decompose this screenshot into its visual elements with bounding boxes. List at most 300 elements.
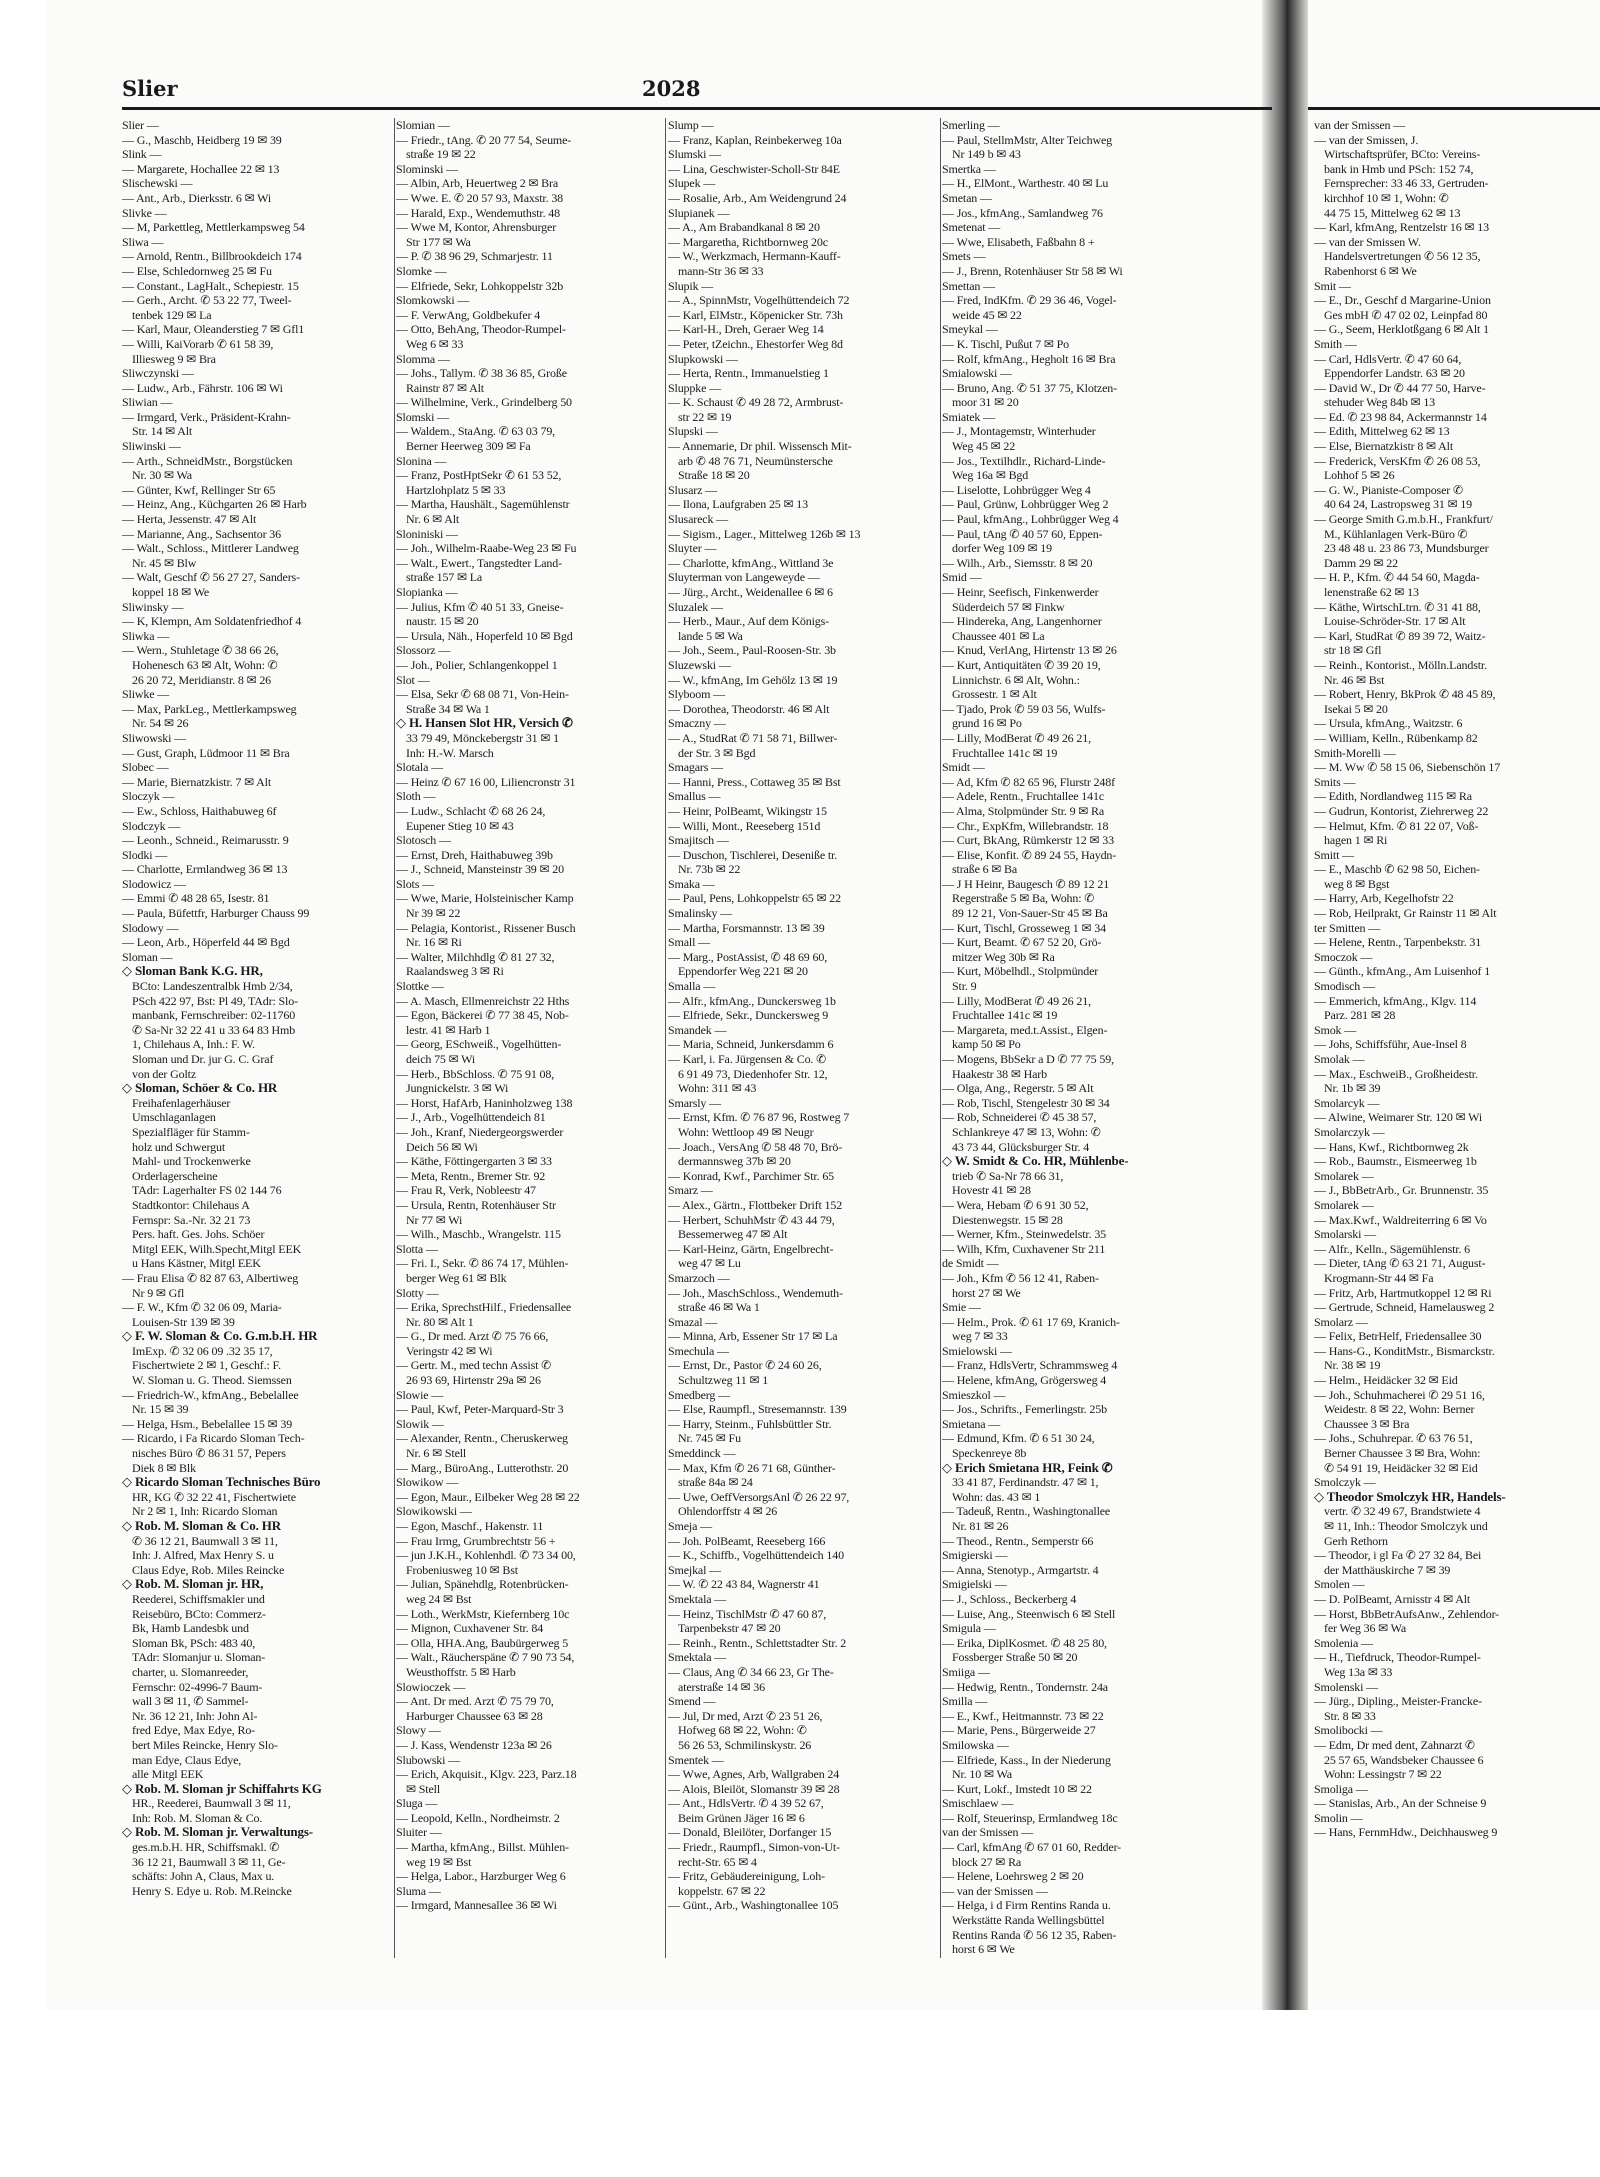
directory-entry-line: — Wwe, Marie, Holsteinischer Kamp [396, 891, 574, 906]
directory-entry-line: 36 12 21, Baumwall 3 ✉ 11, Ge- [132, 1854, 286, 1869]
directory-entry-line: — Gerh., Archt. ✆ 53 22 77, Tweel- [122, 293, 292, 308]
directory-entry-line: Sluppke — [668, 380, 721, 395]
directory-entry-line: Harburger Chaussee 63 ✉ 28 [406, 1708, 543, 1723]
directory-entry-line: ◇ Erich Smietana HR, Feink ✆ [942, 1460, 1113, 1475]
directory-entry-line: Str. 9 [952, 979, 977, 994]
directory-entry-line: — Alfr., Kelln., Sägemühlenstr. 6 [1314, 1241, 1471, 1256]
directory-entry-line: Jungnickelstr. 3 ✉ Wi [406, 1081, 509, 1096]
directory-entry-line: Handelsvertretungen ✆ 56 12 35, [1324, 249, 1481, 264]
directory-entry-line: — Käthe, WirtschLtrn. ✆ 31 41 88, [1314, 599, 1481, 614]
directory-entry-line: — Max., EschweiB., Großheidestr. [1314, 1066, 1478, 1081]
directory-entry-line: — Hans, Kwf., Richtbornweg 2k [1314, 1139, 1469, 1154]
directory-entry-line: — Ludw., Arb., Fährstr. 106 ✉ Wi [122, 380, 283, 395]
directory-entry-line: — Ant. Dr med. Arzt ✆ 75 79 70, [396, 1694, 554, 1709]
directory-entry-line: Sluma — [396, 1883, 441, 1898]
directory-entry-line: Smentek — [668, 1752, 724, 1767]
directory-entry-line: koppelstr. 67 ✉ 22 [678, 1883, 766, 1898]
directory-entry-line: — Julius, Kfm ✆ 40 51 33, Gneise- [396, 599, 564, 614]
directory-entry-line: Smodisch — [1314, 979, 1375, 994]
directory-entry-line: — Egon, Maschf., Hakenstr. 11 [396, 1519, 544, 1533]
directory-entry-line: — Charlotte, kfmAng., Wittland 3e [668, 555, 834, 570]
directory-entry-line: Wohn: Wettloop 49 ✉ Neugr [678, 1124, 814, 1139]
directory-entry-line: Sluyter — [668, 541, 717, 556]
directory-entry-line: Smettan — [942, 278, 995, 293]
directory-entry-line: Slier — [122, 118, 159, 132]
directory-entry-line: Slupski — [668, 424, 718, 439]
directory-entry-line: 56 26 53, Schmilinskystr. 26 [678, 1737, 812, 1752]
directory-entry-line: 26 20 72, Meridianstr. 8 ✉ 26 [132, 672, 272, 687]
directory-entry-line: — Ernst, Kfm. ✆ 76 87 96, Rostweg 7 [668, 1110, 850, 1125]
directory-entry-line: — Horst, BbBetrAufsAnw., Zehlendor- [1314, 1606, 1500, 1621]
directory-entry-line: — Wwe. E. ✆ 20 57 93, Maxstr. 38 [396, 190, 564, 205]
directory-entry-line: weg 47 ✉ Lu [678, 1256, 741, 1271]
directory-entry-line: — Walt., Räucherspäne ✆ 7 90 73 54, [396, 1650, 575, 1665]
directory-entry-line: Smigielski — [942, 1577, 1007, 1592]
directory-entry-line: Nr. 73b ✉ 22 [678, 862, 741, 877]
directory-entry-line: Slowikow — [396, 1475, 459, 1490]
directory-entry-line: — Karl-Heinz, Gärtn, Engelbrecht- [668, 1241, 834, 1256]
directory-entry-line: Raalandsweg 3 ✉ Ri [406, 964, 504, 979]
directory-entry-line: ✆ 54 91 19, Heidäcker 32 ✉ Eid [1324, 1460, 1478, 1475]
directory-entry-line: — Karl, ElMstr., Köpenicker Str. 73h [668, 307, 843, 322]
directory-entry-line: der Matthäuskirche 7 ✉ 39 [1324, 1562, 1451, 1577]
directory-entry-line: Fernschr: 02-4996-7 Baum- [132, 1679, 263, 1694]
directory-entry-line: dorfer Weg 109 ✉ 19 [952, 541, 1052, 556]
directory-entry-line: — J H Heinr, Baugesch ✆ 89 12 21 [942, 876, 1110, 891]
directory-entry-line: — Knud, VerlAng, Hirtenstr 13 ✉ 26 [942, 643, 1117, 658]
directory-entry-line: — Marianne, Ang., Sachsentor 36 [122, 526, 281, 541]
directory-entry-line: Small — [668, 935, 710, 950]
directory-entry-line: Tarpenbekstr 47 ✉ 20 [678, 1621, 781, 1636]
directory-entry-line: — Walt., Schloss., Mittlerer Landweg [122, 541, 299, 556]
directory-entry-line: Inh: Rob. M. Sloman & Co. [132, 1810, 263, 1825]
column-divider [665, 118, 666, 1958]
directory-entry-line: kamp 50 ✉ Po [952, 1037, 1021, 1052]
directory-entry-line: — Helene, Loehrsweg 2 ✉ 20 [942, 1869, 1084, 1884]
directory-entry-line: berger Weg 61 ✉ Blk [406, 1270, 507, 1285]
directory-entry-line: Slischewski — [122, 176, 193, 191]
directory-entry-line: Smolarz — [1314, 1314, 1368, 1329]
directory-entry-line: — Herbert, SchuhMstr ✆ 43 44 79, [668, 1212, 835, 1227]
directory-entry-line: — Paul, Kwf, Peter-Marquard-Str 3 [396, 1402, 564, 1417]
directory-entry-line: straße 19 ✉ 22 [406, 147, 476, 162]
directory-entry-line: Smits — [1314, 774, 1356, 789]
directory-entry-line: Nr. 36 12 21, Inh: John Al- [132, 1708, 258, 1723]
directory-entry-line: Sluzalek — [668, 599, 723, 614]
directory-entry-line: arb ✆ 48 76 71, Neumünstersche [678, 453, 833, 468]
directory-entry-line: ✆ 36 12 21, Baumwall 3 ✉ 11, [132, 1533, 278, 1548]
directory-entry-line: von der Goltz [132, 1066, 197, 1081]
directory-entry-line: Slowioczek — [396, 1679, 466, 1694]
directory-entry-line: Smarzoch — [668, 1270, 730, 1285]
directory-entry-line: mann-Str 36 ✉ 33 [678, 263, 764, 278]
directory-entry-line: — E., Kwf., Heitmannstr. 73 ✉ 22 [942, 1708, 1104, 1723]
directory-entry-line: Smolarcyk — [1314, 1095, 1380, 1110]
directory-entry-line: Fernsprecher: 33 46 33, Gertruden- [1324, 176, 1489, 191]
directory-entry-line: Sluga — [396, 1796, 438, 1811]
directory-entry-line: — Friedr., Raumpfl., Simon-von-Ut- [668, 1840, 840, 1855]
directory-entry-line: Smolenski — [1314, 1679, 1379, 1694]
directory-entry-line: — Tjado, Prok ✆ 59 03 56, Wulfs- [942, 701, 1106, 716]
directory-entry-line: — Johs, Schiffsführ, Aue-Insel 8 [1314, 1037, 1467, 1052]
directory-entry-line: — Walter, Milchhdlg ✆ 81 27 32, [396, 949, 555, 964]
directory-entry-line: — Marie, Pens., Bürgerweide 27 [942, 1723, 1096, 1738]
directory-entry-line: M., Kühlanlagen Verk-Büro ✆ [1324, 526, 1468, 541]
directory-entry-line: ImExp. ✆ 32 06 09 .32 35 17, [132, 1343, 273, 1358]
directory-entry-line: — Theod., Rentn., Semperstr 66 [942, 1533, 1094, 1548]
directory-entry-line: — Harry, Arb, Kegelhofstr 22 [1314, 891, 1454, 906]
directory-entry-line: — Robert, Henry, BkProk ✆ 48 45 89, [1314, 687, 1496, 702]
directory-entry-line: — Joh., Schuhmacherei ✆ 29 51 16, [1314, 1387, 1485, 1402]
directory-entry-line: Str. 8 ✉ 33 [1324, 1708, 1376, 1723]
directory-entry-line: — Otto, BehAng, Theodor-Rumpel- [396, 322, 566, 337]
directory-entry-line: Slivke — [122, 205, 167, 220]
directory-entry-line: Hohenesch 63 ✉ Alt, Wohn: ✆ [132, 657, 278, 672]
directory-entry-line: — Paul, tAng ✆ 40 57 60, Eppen- [942, 526, 1103, 541]
directory-entry-line: Pers. haft. Ges. Johs. Schöer [132, 1227, 265, 1242]
directory-entry-line: ◇ Sloman Bank K.G. HR, [122, 964, 263, 979]
directory-entry-line: 23 48 48 u. 23 86 73, Mundsburger [1324, 541, 1489, 556]
directory-entry-line: Nr. 15 ✉ 39 [132, 1402, 189, 1417]
directory-entry-line: Werkstätte Randa Wellingsbüttel [952, 1913, 1105, 1928]
directory-entry-line: — Else, Schledornweg 25 ✉ Fu [122, 263, 272, 278]
directory-entry-line: Slowikowski — [396, 1504, 472, 1519]
directory-entry-line: Sluiter — [396, 1825, 442, 1840]
directory-entry-line: Inh: H.-W. Marsch [406, 745, 494, 760]
directory-entry-line: — Elfriede, Kass., In der Niederung [942, 1752, 1111, 1767]
directory-entry-line: Smerling — [942, 118, 1000, 132]
directory-entry-line: Str 177 ✉ Wa [406, 234, 471, 249]
directory-entry-line: Nr 2 ✉ 1, Inh: Ricardo Sloman [132, 1504, 278, 1519]
directory-entry-line: Henry S. Edye u. Rob. M.Reincke [132, 1883, 292, 1898]
directory-entry-line: — Wern., Stuhletage ✆ 38 66 26, [122, 643, 279, 658]
directory-entry-line: — Else, Raumpfl., Stresemannstr. 139 [668, 1402, 847, 1417]
directory-entry-line: — E., Maschb ✆ 62 98 50, Eichen- [1314, 862, 1480, 877]
directory-entry-line: — Wera, Hebam ✆ 6 91 30 52, [942, 1197, 1089, 1212]
directory-entry-line: Smith-Morelli — [1314, 745, 1396, 760]
directory-entry-line: ✆ Sa-Nr 32 22 41 u 33 64 83 Hmb [132, 1022, 296, 1037]
directory-entry-line: — Chr., ExpKfm, Willebrandstr. 18 [942, 818, 1109, 833]
directory-entry-line: TAdr: Slomanjur u. Sloman- [132, 1650, 266, 1665]
directory-entry-line: — Karl, kfmAng, Rentzelstr 16 ✉ 13 [1314, 220, 1489, 235]
directory-entry-line: PSch 422 97, Bst: Pl 49, TAdr: Slo- [132, 993, 298, 1008]
directory-entry-line: — Wilh., Arb., Siemsstr. 8 ✉ 20 [942, 555, 1093, 570]
directory-entry-line: Ges mbH ✆ 47 02 02, Leinpfad 80 [1324, 307, 1488, 322]
directory-entry-line: Slink — [122, 147, 162, 162]
directory-entry-line: — Annemarie, Dr phil. Wissensch Mit- [668, 439, 852, 454]
directory-entry-line: — Joh., Kranf, Niedergeorgswerder [396, 1124, 564, 1139]
directory-entry-line: Weusthoffstr. 5 ✉ Harb [406, 1664, 516, 1679]
directory-entry-line: — Mignon, Cuxhavener Str. 84 [396, 1621, 544, 1636]
directory-entry-line: grund 16 ✉ Po [952, 716, 1022, 731]
directory-entry-line: — Hedwig, Rentn., Tondernstr. 24a [942, 1679, 1108, 1694]
directory-entry-line: Smilowska — [942, 1737, 1009, 1752]
directory-entry-line: — Tadeuß, Rentn., Washingtonallee [942, 1504, 1111, 1519]
directory-entry-line: Smilla — [942, 1694, 988, 1709]
directory-entry-line: Smolarczyk — [1314, 1124, 1385, 1139]
directory-entry-line: — Albin, Arb, Heuertweg 2 ✉ Bra [396, 176, 559, 191]
directory-entry-line: Sloth — [396, 789, 436, 804]
directory-entry-line: — Hanni, Press., Cottaweg 35 ✉ Bst [668, 774, 841, 789]
directory-entry-line: trieb ✆ Sa-Nr 78 66 31, [952, 1168, 1064, 1183]
directory-entry-line: Smigierski — [942, 1548, 1008, 1563]
directory-entry-line: Smektala — [668, 1591, 727, 1606]
directory-entry-line: — Loth., WerkMstr, Kiefernberg 10c [396, 1606, 570, 1621]
directory-entry-line: de Smidt — [942, 1256, 999, 1271]
directory-entry-line: — Karl, Maur, Oleanderstieg 7 ✉ Gfl1 [122, 322, 305, 337]
directory-entry-line: straße 6 ✉ Ba [952, 862, 1018, 877]
directory-entry-line: — P. ✆ 38 96 29, Schmarjestr. 11 [396, 249, 553, 264]
directory-entry-line: Smeykal — [942, 322, 998, 337]
directory-entry-line: Wohn: das. 43 ✉ 1 [952, 1489, 1041, 1504]
directory-entry-line: — Marg., BüroAng., Lutterothstr. 20 [396, 1460, 569, 1475]
directory-entry-line: — Alex., Gärtn., Flottbeker Drift 152 [668, 1197, 843, 1212]
directory-entry-line: — Rosalie, Arb., Am Weidengrund 24 [668, 190, 847, 205]
directory-entry-line: ◇ Rob. M. Sloman & Co. HR [122, 1519, 282, 1533]
directory-entry-line: — Ernst, Dreh, Haithabuweg 39b [396, 847, 553, 862]
directory-entry-line: str 18 ✉ Gfl [1324, 643, 1382, 658]
directory-entry-line: Smertka — [942, 161, 996, 176]
directory-entry-line: — A. Masch, Ellmenreichstr 22 Hths [396, 993, 570, 1008]
directory-entry-line: — Helga, i d Firm Rentins Randa u. [942, 1898, 1111, 1913]
directory-entry-line: — Arnold, Rentn., Billbrookdeich 174 [122, 249, 302, 264]
directory-entry-line: Nr 149 b ✉ 43 [952, 147, 1021, 162]
directory-entry-line: — Herta, Jessenstr. 47 ✉ Alt [122, 512, 257, 527]
directory-entry-line: — Jul, Dr med, Arzt ✆ 23 51 26, [668, 1708, 823, 1723]
directory-entry-line: bert Miles Reincke, Henry Slo- [132, 1737, 278, 1752]
directory-entry-line: Bk, Hamb Landesbk und [132, 1621, 249, 1636]
directory-entry-line: 43 73 44, Glücksburger Str. 4 [952, 1139, 1090, 1154]
directory-entry-line: Nr. 54 ✉ 26 [132, 716, 189, 731]
directory-entry-line: — Bruno, Ang. ✆ 51 37 75, Klotzen- [942, 380, 1117, 395]
directory-entry-line: horst 6 ✉ We [952, 1942, 1015, 1957]
directory-entry-line: — Ilona, Laufgraben 25 ✉ 13 [668, 497, 808, 512]
directory-entry-line: — Helga, Hsm., Bebelallee 15 ✉ 39 [122, 1416, 293, 1431]
directory-entry-line: — William, Kelln., Rübenkamp 82 [1314, 730, 1478, 745]
directory-entry-line: — Mogens, BbSekr a D ✆ 77 75 59, [942, 1052, 1114, 1066]
directory-entry-line: — J., Schloss., Beckerberg 4 [942, 1591, 1077, 1606]
directory-entry-line: — Ursula, Rentn, Rotenhäuser Str [396, 1197, 556, 1212]
directory-entry-line: Slump — [668, 118, 714, 132]
directory-entry-line: — Friedrich-W., kfmAng., Bebelallee [122, 1387, 299, 1402]
directory-entry-line: — Günt., Arb., Washingtonallee 105 [668, 1898, 839, 1913]
directory-entry-line: Smaka — [668, 876, 715, 891]
directory-entry-line: — Gust, Graph, Lüdmoor 11 ✉ Bra [122, 745, 290, 760]
directory-entry-line: ◇ Theodor Smolczyk HR, Handels- [1314, 1489, 1506, 1504]
directory-entry-line: Eppendorfer Landstr. 63 ✉ 20 [1324, 366, 1465, 381]
directory-entry-line: — Martha, Haushält., Sagemühlenstr [396, 497, 570, 512]
directory-entry-line: Schultzweg 11 ✉ 1 [678, 1373, 769, 1388]
directory-entry-line: 25 57 65, Wandsbeker Chaussee 6 [1324, 1752, 1484, 1767]
directory-entry-line: Diestenwegstr. 15 ✉ 28 [952, 1212, 1063, 1227]
directory-entry-line: Nr. 30 ✉ Wa [132, 468, 192, 483]
directory-entry-line: — Wilhelmine, Verk., Grindelberg 50 [396, 395, 572, 410]
directory-entry-line: — A., SpinnMstr, Vogelhüttendeich 72 [668, 293, 850, 308]
directory-column-5 [1314, 118, 1586, 1998]
directory-entry-line: — Franz, Kaplan, Reinbekerweg 10a [668, 132, 842, 147]
directory-entry-line: Haakestr 38 ✉ Harb [952, 1066, 1047, 1081]
directory-entry-line: Inh: J. Alfred, Max Henry S. u [132, 1548, 274, 1563]
directory-entry-line: ◇ F. W. Sloman & Co. G.m.b.H. HR [122, 1329, 318, 1344]
directory-entry-line: Slobec — [122, 760, 169, 775]
directory-entry-line: — Käthe, Föttingergarten 3 ✉ 33 [396, 1154, 552, 1169]
directory-entry-line: — G., Maschb, Heidberg 19 ✉ 39 [122, 132, 282, 147]
directory-entry-line: — Günter, Kwf, Rellinger Str 65 [122, 482, 276, 497]
directory-entry-line: — Wwe M, Kontor, Ahrensburger [396, 220, 557, 235]
directory-entry-line: — Constant., LagHalt., Schepiestr. 15 [122, 278, 299, 293]
directory-entry-line: — Elise, Konfit. ✆ 89 24 55, Haydn- [942, 847, 1117, 862]
directory-entry-line: — Harald, Exp., Wendemuthstr. 48 [396, 205, 560, 220]
directory-entry-line: Slotala — [396, 760, 443, 775]
directory-entry-line: Smarz — [668, 1183, 713, 1198]
directory-entry-line: Sliwian — [122, 395, 173, 410]
directory-entry-line: — Heinz ✆ 67 16 00, Liliencronstr 31 [396, 774, 576, 789]
directory-entry-line: HR., Reederei, Baumwall 3 ✉ 11, [132, 1796, 291, 1811]
directory-entry-line: — Günth., kfmAng., Am Luisenhof 1 [1314, 964, 1491, 979]
directory-entry-line: — G., Seem, Herklotßgang 6 ✉ Alt 1 [1314, 322, 1489, 337]
directory-entry-line: Beim Grünen Jäger 16 ✉ 6 [678, 1810, 805, 1825]
directory-entry-line: — Jos., Schrifts., Femerlingstr. 25b [942, 1402, 1107, 1417]
directory-entry-line: — Johs., Tallym. ✆ 38 36 85, Große [396, 366, 567, 381]
directory-entry-line: Hovestr 41 ✉ 28 [952, 1183, 1031, 1198]
directory-entry-line: — Leon, Arb., Höperfeld 44 ✉ Bgd [122, 935, 290, 950]
directory-entry-line: — F. VerwAng, Goldbekufer 4 [396, 307, 541, 322]
directory-entry-line: Straße 18 ✉ 20 [678, 468, 750, 483]
directory-entry-line: — Else, Biernatzkistr 8 ✉ Alt [1314, 439, 1454, 454]
directory-entry-line: — Edmund, Kfm. ✆ 6 51 30 24, [942, 1431, 1095, 1446]
directory-entry-line: lande 5 ✉ Wa [678, 628, 743, 643]
directory-entry-line: ◇ Ricardo Sloman Technisches Büro [122, 1475, 321, 1490]
directory-entry-line: Eupener Stieg 10 ✉ 43 [406, 818, 514, 833]
directory-entry-line: Sliwowski — [122, 730, 187, 745]
directory-entry-line: — Jürg., Archt., Weidenallee 6 ✉ 6 [668, 585, 833, 599]
directory-entry-line: Smejkal — [668, 1562, 721, 1577]
directory-entry-line: Smeja — [668, 1519, 712, 1533]
directory-entry-line: Slupek — [668, 176, 716, 191]
directory-entry-line: — Heinz, Ang., Küchgarten 26 ✉ Harb [122, 497, 307, 512]
directory-entry-line: Smolarek — [1314, 1197, 1374, 1212]
directory-entry-line: Nr 77 ✉ Wi [406, 1212, 463, 1227]
directory-entry-line: Slowie — [396, 1387, 444, 1402]
directory-entry-line: — Horst, HafArb, Haninholzweg 138 [396, 1095, 573, 1110]
directory-entry-line: Slottke — [396, 979, 444, 994]
directory-entry-line: Slusareck — [668, 512, 729, 527]
directory-entry-line: schäfts: John A, Claus, Max u. [132, 1869, 275, 1884]
directory-entry-line: — Elfriede, Sekr., Dunckersweg 9 [668, 1008, 829, 1023]
directory-entry-line: — J., Arb., Vogelhüttendeich 81 [396, 1110, 546, 1125]
directory-entry-line: — Kurt, Möbelhdl., Stolpmünder [942, 964, 1099, 979]
directory-entry-line: — Herta, Rentn., Immanuelstieg 1 [668, 366, 829, 381]
directory-entry-line: Smazal — [668, 1314, 718, 1329]
directory-entry-line: — Ernst, Dr., Pastor ✆ 24 60 26, [668, 1358, 822, 1373]
directory-entry-line: Orderlagerscheine [132, 1168, 218, 1183]
directory-entry-line: — J. Kass, Wendenstr 123a ✉ 26 [396, 1737, 552, 1752]
directory-entry-line: Berner Chaussee 3 ✉ Bra, Wohn: [1324, 1446, 1481, 1461]
directory-entry-line: — W., kfmAng, Im Gehölz 13 ✉ 19 [668, 672, 838, 687]
directory-entry-line: — Rolf, kfmAng., Hegholt 16 ✉ Bra [942, 351, 1116, 366]
directory-entry-line: Wohn: 311 ✉ 43 [678, 1081, 757, 1096]
directory-entry-line: — Rob, Schneiderei ✆ 45 38 57, [942, 1110, 1097, 1125]
directory-entry-line: — Joach., VersAng ✆ 58 48 70, Brö- [668, 1139, 843, 1154]
directory-entry-line: hagen 1 ✉ Ri [1324, 833, 1388, 848]
directory-entry-line: — van der Smissen W. [1314, 234, 1421, 249]
directory-entry-line: — Alma, Stolpmünder Str. 9 ✉ Ra [942, 803, 1105, 818]
directory-entry-line: Nr 39 ✉ 22 [406, 906, 461, 921]
directory-entry-line: weg 7 ✉ 33 [952, 1329, 1008, 1344]
directory-entry-line: — Paul, kfmAng., Lohbrügger Weg 4 [942, 512, 1119, 527]
directory-entry-line: Rainstr 87 ✉ Alt [406, 380, 484, 395]
directory-entry-line: ✉ Stell [406, 1781, 441, 1796]
directory-entry-line: — Rob, Tischl, Stengelestr 30 ✉ 34 [942, 1095, 1110, 1110]
directory-entry-line: — Wwe, Agnes, Arb, Wallgraben 24 [668, 1767, 840, 1782]
directory-entry-line: Weg 13a ✉ 33 [1324, 1664, 1393, 1679]
directory-entry-line: Smektala — [668, 1650, 727, 1665]
directory-entry-line: Claus Edye, Rob. Miles Reincke [132, 1562, 285, 1577]
directory-entry-line: — Georg, ESchweiß., Vogelhütten- [396, 1037, 562, 1052]
directory-entry-line: — Minna, Arb, Essener Str 17 ✉ La [668, 1329, 838, 1344]
directory-entry-line: — Lina, Geschwister-Scholl-Str 84E [668, 161, 840, 176]
directory-entry-line: Str. 14 ✉ Alt [132, 424, 193, 439]
directory-entry-line: — Pelagia, Kontorist., Rissener Busch [396, 920, 576, 935]
directory-entry-line: — Max, ParkLeg., Mettlerkampsweg [122, 701, 297, 716]
directory-entry-line: — Alexander, Rentn., Cheruskerweg [396, 1431, 568, 1446]
directory-entry-line: Smoczok — [1314, 949, 1373, 964]
directory-entry-line: nisches Büro ✆ 86 31 57, Pepers [132, 1446, 286, 1461]
directory-entry-line: horst 27 ✉ We [952, 1285, 1021, 1300]
directory-entry-line: Umschlaganlagen [132, 1110, 216, 1125]
directory-entry-line: Sloniniski — [396, 526, 458, 541]
directory-entry-line: — Kurt, Lokf., Imstedt 10 ✉ 22 [942, 1781, 1092, 1796]
directory-entry-line: — H. P., Kfm. ✆ 44 54 60, Magda- [1314, 570, 1480, 585]
directory-entry-line: — Julian, Spänehdlg, Rotenbrücken- [396, 1577, 569, 1592]
directory-entry-line: wall 3 ✉ 11, ✆ Sammel- [132, 1694, 249, 1709]
directory-entry-line: Chaussee 401 ✉ La [952, 628, 1045, 643]
directory-entry-line: Lohhof 5 ✉ 26 [1324, 468, 1395, 483]
directory-entry-line: — Dieter, tAng ✆ 63 21 71, August- [1314, 1256, 1486, 1271]
directory-entry-line: Grossestr. 1 ✉ Alt [952, 687, 1037, 702]
directory-entry-line: Nr. 1b ✉ 39 [1324, 1081, 1381, 1096]
directory-entry-line: — Frederick, VersKfm ✆ 26 08 53, [1314, 453, 1481, 468]
directory-entry-line: — Wwe, Elisabeth, Faßbahn 8 + [942, 234, 1095, 249]
directory-entry-line: koppel 18 ✉ We [132, 585, 210, 599]
directory-entry-line: ◇ Rob. M. Sloman jr. HR, [122, 1577, 264, 1592]
directory-entry-line: — Helene, kfmAng, Grögersweg 4 [942, 1373, 1107, 1388]
directory-entry-line: — Margaretha, Richtbornweg 20c [668, 234, 828, 249]
directory-entry-line: — Joh., Polier, Schlangenkoppel 1 [396, 657, 558, 672]
directory-entry-line: — Lilly, ModBerat ✆ 49 26 21, [942, 993, 1091, 1008]
directory-entry-line: Diek 8 ✉ Blk [132, 1460, 196, 1475]
directory-entry-line: tenbek 129 ✉ La [132, 307, 212, 322]
directory-entry-line: ◇ H. Hansen Slot HR, Versich ✆ [396, 716, 573, 731]
directory-entry-line: Fruchtallee 141c ✉ 19 [952, 1008, 1058, 1023]
directory-entry-line: Slomkowski — [396, 293, 470, 308]
directory-entry-line: Nr. 6 ✉ Stell [406, 1446, 467, 1461]
directory-entry-line: Regerstraße 5 ✉ Ba, Wohn: ✆ [952, 891, 1095, 906]
directory-entry-line: — Jürg., Dipling., Meister-Francke- [1314, 1694, 1482, 1709]
directory-entry-line: Süderdeich 57 ✉ Finkw [952, 599, 1065, 614]
directory-entry-line: Mahl- und Trockenwerke [132, 1154, 251, 1169]
directory-entry-line: Smith — [1314, 336, 1357, 351]
directory-entry-line: — Liselotte, Lohbrügger Weg 4 [942, 482, 1091, 497]
directory-entry-line: Smolarski — [1314, 1227, 1377, 1242]
directory-entry-line: mitzer Weg 30b ✉ Ra [952, 949, 1055, 964]
directory-entry-line: Smiiga — [942, 1664, 990, 1679]
directory-entry-line: — Gertr. M., med techn Assist ✆ [396, 1358, 552, 1373]
directory-entry-line: — Ad, Kfm ✆ 82 65 96, Flurstr 248f [942, 774, 1115, 789]
directory-entry-line: Krogmann-Str 44 ✉ Fa [1324, 1270, 1434, 1285]
directory-entry-line: str 22 ✉ 19 [678, 409, 732, 424]
directory-entry-line: block 27 ✉ Ra [952, 1854, 1022, 1869]
